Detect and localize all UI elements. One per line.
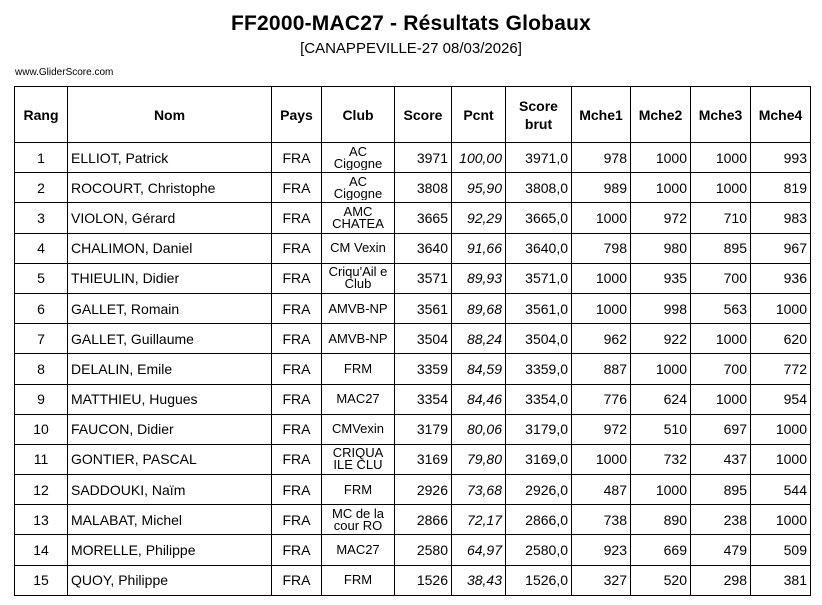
cell-nom: GONTIER, PASCAL [68,444,272,474]
cell-mche2: 510 [631,414,691,444]
results-table [14,86,811,596]
club-name: MAC27 [336,544,380,557]
cell-pays: FRA [272,233,322,263]
cell-score-brut: 2926,0 [506,475,572,505]
cell-mche2: 890 [631,505,691,535]
cell-pays: FRA [272,203,322,233]
table-row [15,324,811,354]
cell-club [322,324,395,354]
club-name: CMVexin [331,423,385,436]
cell-nom: GALLET, Romain [68,293,272,323]
cell-score: 2926 [395,475,452,505]
cell-score-brut: 3179,0 [506,414,572,444]
cell-nom: MALABAT, Michel [68,505,272,535]
cell-nom: GALLET, Guillaume [68,324,272,354]
table-row [15,173,811,203]
cell-pays: FRA [272,293,322,323]
cell-nom: ROCOURT, Christophe [68,173,272,203]
cell-mche2: 1000 [631,173,691,203]
header-mche3: Mche3 [691,87,751,143]
cell-mche1: 923 [572,535,631,565]
cell-mche4: 620 [751,324,811,354]
table-row [15,414,811,444]
table-row [15,143,811,173]
cell-pays: FRA [272,263,322,293]
cell-mche4: 967 [751,233,811,263]
cell-pays: FRA [272,475,322,505]
header-score-brut: Score brut [506,87,572,143]
cell-mche4: 381 [751,565,811,595]
cell-pcnt: 72,17 [452,505,506,535]
site-url: www.GliderScore.com [15,67,114,78]
club-name: MAC27 [336,393,380,406]
cell-club [322,384,395,414]
header-pcnt: Pcnt [452,87,506,143]
table-row [15,233,811,263]
cell-score: 3665 [395,203,452,233]
cell-score: 3808 [395,173,452,203]
cell-score-brut: 3359,0 [506,354,572,384]
cell-mche3: 895 [691,233,751,263]
cell-mche3: 479 [691,535,751,565]
cell-mche1: 978 [572,143,631,173]
table-row [15,444,811,474]
cell-score: 2580 [395,535,452,565]
club-name: AMVB-NP [328,332,388,345]
cell-nom: VIOLON, Gérard [68,203,272,233]
cell-mche1: 989 [572,173,631,203]
cell-mche4: 1000 [751,505,811,535]
cell-mche4: 936 [751,263,811,293]
cell-mche2: 980 [631,233,691,263]
cell-pcnt: 89,68 [452,293,506,323]
cell-nom: FAUCON, Didier [68,414,272,444]
cell-score-brut: 3169,0 [506,444,572,474]
table-row [15,475,811,505]
cell-pcnt: 100,00 [452,143,506,173]
cell-mche4: 954 [751,384,811,414]
table-row [15,505,811,535]
table-row [15,293,811,323]
table-row [15,263,811,293]
cell-nom: QUOY, Philippe [68,565,272,595]
cell-score-brut: 3354,0 [506,384,572,414]
cell-nom: ELLIOT, Patrick [68,143,272,173]
cell-rang: 9 [15,384,68,414]
club-name: FRM [343,574,373,587]
club-name: FRM [343,362,373,375]
cell-mche1: 1000 [572,263,631,293]
table-header-row [15,87,811,143]
cell-score: 3640 [395,233,452,263]
cell-nom: MORELLE, Philippe [68,535,272,565]
cell-mche4: 1000 [751,293,811,323]
cell-pcnt: 84,46 [452,384,506,414]
cell-mche2: 1000 [631,475,691,505]
cell-pcnt: 89,93 [452,263,506,293]
cell-pcnt: 64,97 [452,535,506,565]
club-name: AC Cigogne [333,175,383,200]
table-row [15,354,811,384]
cell-mche3: 437 [691,444,751,474]
cell-pays: FRA [272,173,322,203]
cell-mche1: 887 [572,354,631,384]
cell-pcnt: 73,68 [452,475,506,505]
cell-score-brut: 2580,0 [506,535,572,565]
cell-score-brut: 3561,0 [506,293,572,323]
cell-rang: 6 [15,293,68,323]
club-name: AC Cigogne [333,145,383,170]
cell-rang: 5 [15,263,68,293]
cell-pays: FRA [272,444,322,474]
club-name: CRIQUA ILE CLU [332,447,384,472]
cell-score: 3359 [395,354,452,384]
cell-mche1: 327 [572,565,631,595]
club-name: AMVB-NP [328,302,388,315]
cell-mche1: 1000 [572,203,631,233]
cell-score: 3169 [395,444,452,474]
cell-club [322,414,395,444]
cell-rang: 4 [15,233,68,263]
table-body [15,143,811,596]
cell-mche3: 1000 [691,143,751,173]
header-score: Score [395,87,452,143]
cell-pcnt: 92,29 [452,203,506,233]
cell-score-brut: 3640,0 [506,233,572,263]
cell-pcnt: 79,80 [452,444,506,474]
cell-mche2: 935 [631,263,691,293]
cell-score-brut: 1526,0 [506,565,572,595]
cell-mche2: 922 [631,324,691,354]
cell-mche1: 776 [572,384,631,414]
cell-pays: FRA [272,354,322,384]
cell-mche3: 1000 [691,324,751,354]
table-row [15,565,811,595]
cell-nom: CHALIMON, Daniel [68,233,272,263]
cell-mche2: 520 [631,565,691,595]
cell-score: 3971 [395,143,452,173]
cell-rang: 15 [15,565,68,595]
cell-club [322,354,395,384]
cell-pays: FRA [272,535,322,565]
cell-mche1: 738 [572,505,631,535]
cell-nom: DELALIN, Emile [68,354,272,384]
cell-pcnt: 38,43 [452,565,506,595]
cell-score: 3179 [395,414,452,444]
cell-nom: MATTHIEU, Hugues [68,384,272,414]
cell-pays: FRA [272,565,322,595]
cell-mche4: 993 [751,143,811,173]
cell-mche1: 487 [572,475,631,505]
header-nom: Nom [68,87,272,143]
header-club: Club [322,87,395,143]
cell-mche2: 1000 [631,354,691,384]
cell-mche2: 998 [631,293,691,323]
table-row [15,203,811,233]
cell-club [322,565,395,595]
cell-mche3: 710 [691,203,751,233]
cell-nom: THIEULIN, Didier [68,263,272,293]
cell-rang: 14 [15,535,68,565]
cell-score: 3571 [395,263,452,293]
cell-rang: 2 [15,173,68,203]
cell-mche1: 798 [572,233,631,263]
header-rang: Rang [15,87,68,143]
cell-mche3: 238 [691,505,751,535]
cell-mche2: 972 [631,203,691,233]
cell-score: 1526 [395,565,452,595]
cell-mche3: 563 [691,293,751,323]
cell-mche4: 983 [751,203,811,233]
cell-mche2: 624 [631,384,691,414]
table-row [15,384,811,414]
cell-rang: 12 [15,475,68,505]
cell-score-brut: 3665,0 [506,203,572,233]
cell-mche4: 1000 [751,414,811,444]
cell-score: 2866 [395,505,452,535]
cell-pays: FRA [272,143,322,173]
club-name: AMC CHATEA [332,205,384,230]
cell-score-brut: 3571,0 [506,263,572,293]
cell-mche4: 819 [751,173,811,203]
cell-mche4: 544 [751,475,811,505]
cell-rang: 10 [15,414,68,444]
cell-mche3: 700 [691,263,751,293]
cell-pcnt: 95,90 [452,173,506,203]
club-name: MC de la cour RO [331,507,385,532]
cell-pays: FRA [272,414,322,444]
cell-mche1: 1000 [572,293,631,323]
cell-club [322,263,395,293]
cell-mche2: 669 [631,535,691,565]
cell-mche3: 700 [691,354,751,384]
cell-mche4: 772 [751,354,811,384]
header-mche4: Mche4 [751,87,811,143]
cell-mche4: 1000 [751,444,811,474]
cell-score-brut: 2866,0 [506,505,572,535]
table-row [15,535,811,565]
cell-rang: 11 [15,444,68,474]
cell-rang: 3 [15,203,68,233]
cell-mche3: 1000 [691,173,751,203]
cell-club [322,203,395,233]
event-subtitle: [CANAPPEVILLE-27 08/03/2026] [300,40,522,57]
cell-club [322,233,395,263]
cell-club [322,505,395,535]
cell-mche2: 732 [631,444,691,474]
cell-pcnt: 91,66 [452,233,506,263]
cell-score-brut: 3971,0 [506,143,572,173]
cell-score: 3504 [395,324,452,354]
cell-pcnt: 80,06 [452,414,506,444]
cell-club [322,535,395,565]
cell-mche4: 509 [751,535,811,565]
cell-club [322,143,395,173]
cell-mche1: 1000 [572,444,631,474]
cell-rang: 7 [15,324,68,354]
cell-mche1: 972 [572,414,631,444]
cell-club [322,173,395,203]
cell-mche3: 298 [691,565,751,595]
cell-mche3: 895 [691,475,751,505]
cell-pcnt: 84,59 [452,354,506,384]
cell-nom: SADDOUKI, Naïm [68,475,272,505]
cell-score-brut: 3504,0 [506,324,572,354]
cell-rang: 8 [15,354,68,384]
cell-pcnt: 88,24 [452,324,506,354]
cell-rang: 1 [15,143,68,173]
cell-rang: 13 [15,505,68,535]
club-name: FRM [343,483,373,496]
header-pays: Pays [272,87,322,143]
cell-mche3: 697 [691,414,751,444]
cell-mche2: 1000 [631,143,691,173]
page-title: FF2000-MAC27 - Résultats Globaux [231,12,591,35]
cell-pays: FRA [272,505,322,535]
cell-score-brut: 3808,0 [506,173,572,203]
cell-club [322,444,395,474]
cell-mche3: 1000 [691,384,751,414]
cell-pays: FRA [272,324,322,354]
cell-club [322,475,395,505]
cell-score: 3354 [395,384,452,414]
cell-score: 3561 [395,293,452,323]
club-name: CM Vexin [330,242,386,255]
cell-club [322,293,395,323]
header-mche1: Mche1 [572,87,631,143]
header-mche2: Mche2 [631,87,691,143]
cell-mche1: 962 [572,324,631,354]
cell-pays: FRA [272,384,322,414]
club-name: Criqu'Ail e Club [328,266,388,291]
